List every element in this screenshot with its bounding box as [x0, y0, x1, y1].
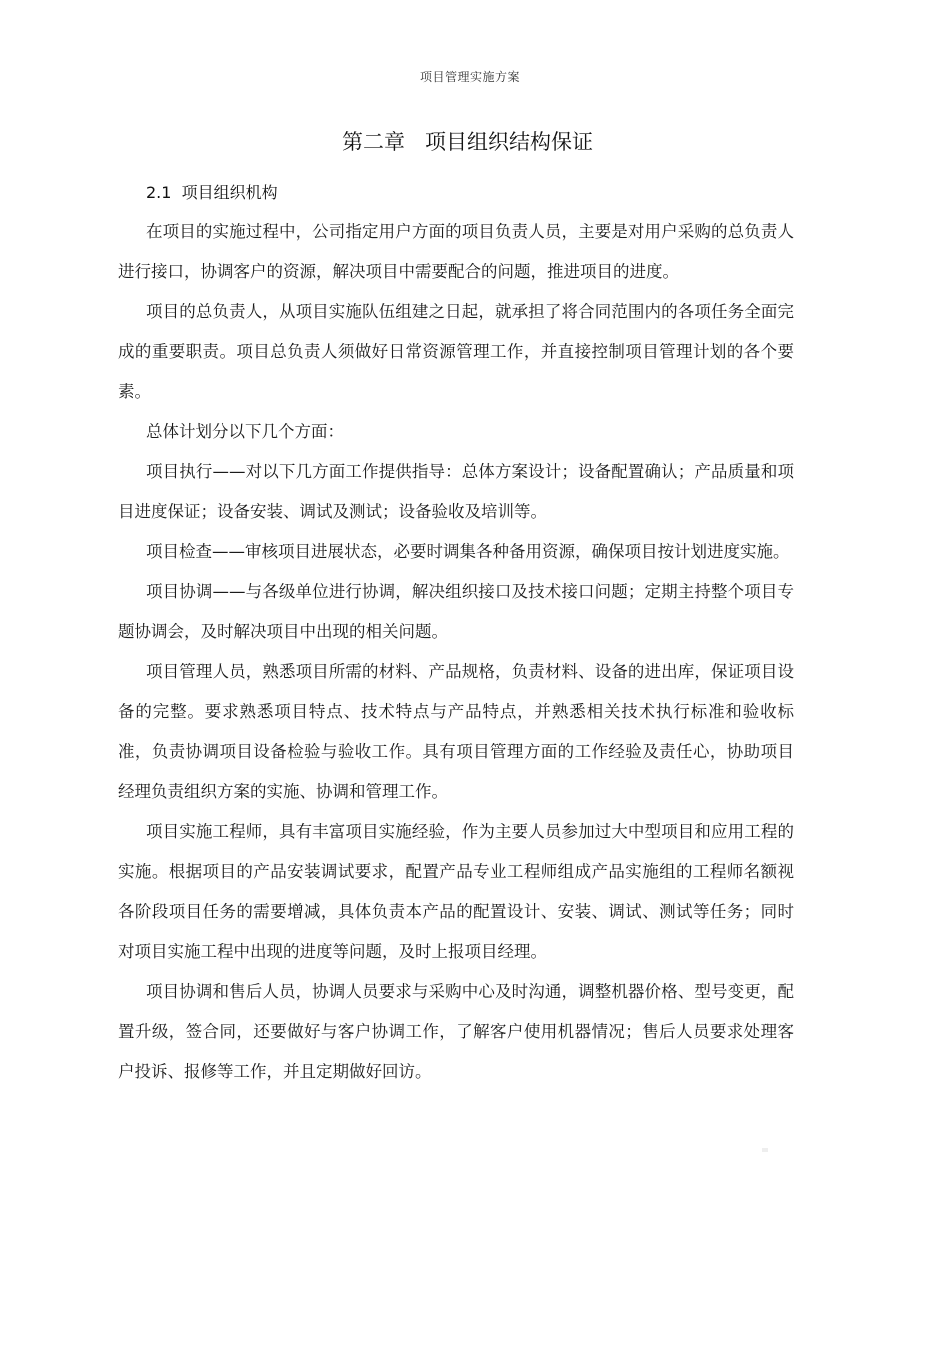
- paragraph-plan-intro: 总体计划分以下几个方面：: [146, 422, 344, 441]
- paragraph-inspection: 项目检查——审核项目进展状态，必要时调集各种备用资源，确保项目按计划进度实施。: [146, 542, 790, 561]
- paragraph-project-lead: 项目的总负责人，从项目实施队伍组建之日起，就承担了将合同范围内的各项任务全面完成的重要职责。项目总负责人须做好日常资源管理工作，并直接控制项目管理计划的各个要素。: [118, 302, 794, 401]
- paragraph-execution: 项目执行——对以下几方面工作提供指导：总体方案设计；设备配置确认；产品质量和项目进度保证；设备安装、调试及测试；设备验收及培训等。: [118, 462, 794, 521]
- paragraph-management-staff: 项目管理人员，熟悉项目所需的材料、产品规格，负责材料、设备的进出库，保证项目设备的完整。要求熟悉项目特点、技术特点与产品特点，并熟悉相关技术执行标准和验收标准，负责协调项目设备检验与验收工作。具有项目管理方面的工作经验及责任心，协助项目经理负责组织方案的实施、协调和管理工作。: [118, 662, 794, 801]
- paragraph-user-liaison: 在项目的实施过程中，公司指定用户方面的项目负责人员，主要是对用户采购的总负责人进行接口，协调客户的资源，解决项目中需要配合的问题，推进项目的进度。: [118, 222, 794, 281]
- chapter-title: 第二章 项目组织结构保证: [341, 130, 594, 154]
- paragraph-after-sales: 项目协调和售后人员，协调人员要求与采购中心及时沟通，调整机器价格、型号变更，配置升级，签合同，还要做好与客户协调工作，了解客户使用机器情况；售后人员要求处理客户投诉、报修等工作，并且定期做好回访。: [118, 982, 794, 1081]
- paragraph-coordination: 项目协调——与各级单位进行协调，解决组织接口及技术接口问题；定期主持整个项目专题协调会，及时解决项目中出现的相关问题。: [118, 582, 794, 641]
- body-text: [118, 212, 794, 1092]
- section-heading: 2.1 项目组织机构: [146, 183, 278, 202]
- paragraph-implementation-engineer: 项目实施工程师，具有丰富项目实施经验，作为主要人员参加过大中型项目和应用工程的实施。根据项目的产品安装调试要求，配置产品专业工程师组成产品实施组的工程师名额视各阶段项目任务的需要增减，具体负责本产品的配置设计、安装、调试、测试等任务；同时对项目实施工程中出现的进度等问题，及时上报项目经理。: [118, 822, 794, 961]
- running-header: 项目管理实施方案: [419, 70, 520, 84]
- scan-speck: [762, 1148, 768, 1152]
